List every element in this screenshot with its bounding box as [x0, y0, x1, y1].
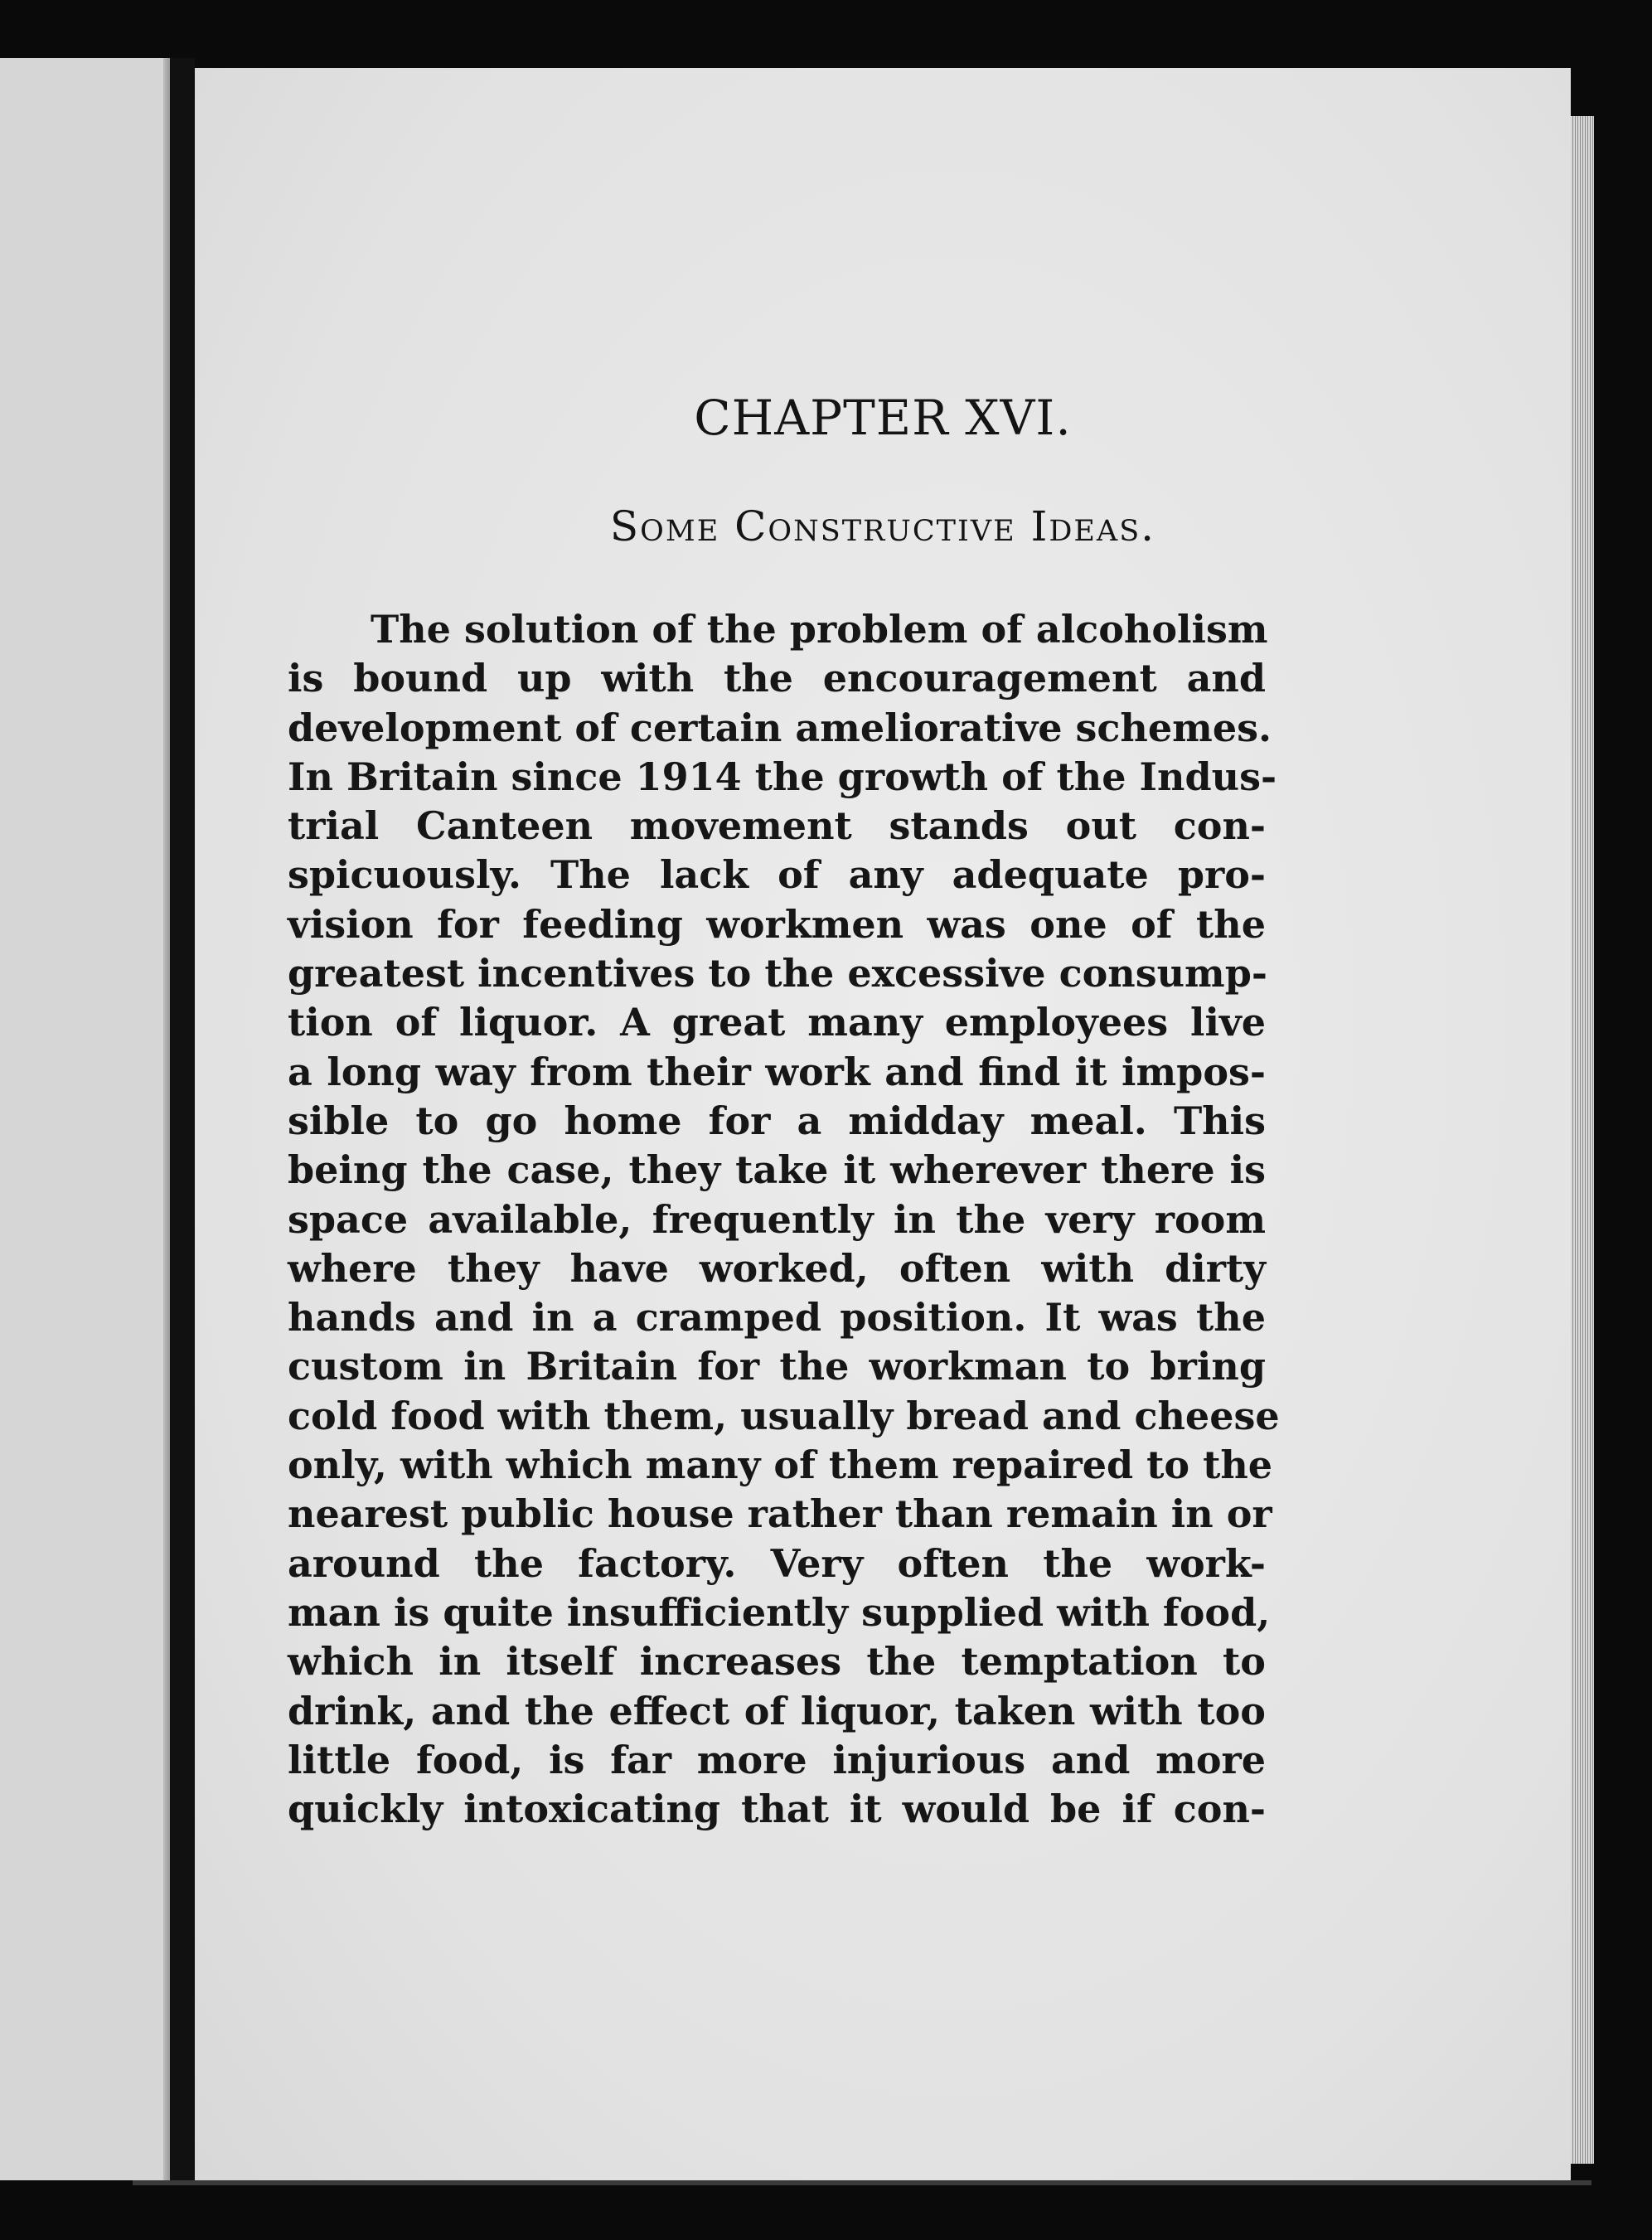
text-line: vision for feeding workmen was one of the	[288, 901, 1266, 947]
text-line: being the case, they take it wherever there is	[288, 1147, 1266, 1193]
text-line: custom in Britain for the workman to bring	[288, 1344, 1266, 1389]
text-line: development of certain ameliorative schemes.	[288, 705, 1272, 750]
text-line: quickly intoxicating that it would be if con-	[288, 1787, 1266, 1832]
text-line: which in itself increases the temptation to	[288, 1639, 1266, 1685]
text-line: trial Canteen movement stands out con-	[288, 803, 1266, 849]
text-line: space available, frequently in the very room	[288, 1196, 1266, 1242]
page-edges	[1571, 116, 1594, 2164]
left-page-edge	[0, 58, 170, 2180]
text-line: is bound up with the encouragement and	[288, 656, 1266, 701]
text-line: little food, is far more injurious and more	[288, 1737, 1266, 1782]
text-line: greatest incentives to the excessive consump-	[288, 951, 1267, 996]
page-bottom-shadow	[133, 2180, 1591, 2185]
text-line: only, with which many of them repaired to the	[288, 1442, 1273, 1488]
text-line: a long way from their work and find it impos-	[288, 1049, 1266, 1094]
text-line: nearest public house rather than remain in or	[288, 1491, 1272, 1537]
text-line: tion of liquor. A great many employees live	[288, 1000, 1266, 1045]
text-line: In Britain since 1914 the growth of the Indus-	[288, 754, 1277, 799]
text-line: spicuously. The lack of any adequate pro-	[288, 852, 1266, 898]
chapter-subtitle: Some Constructive Ideas.	[609, 502, 1156, 550]
text-line: cold food with them, usually bread and cheese	[288, 1393, 1280, 1438]
text-line: The solution of the problem of alcoholism	[371, 607, 1268, 652]
text-line: man is quite insufficiently supplied with food,	[288, 1589, 1271, 1635]
book-gutter	[170, 58, 195, 2180]
chapter-title: CHAPTER XVI.	[694, 390, 1072, 446]
text-line: where they have worked, often with dirty	[288, 1245, 1266, 1291]
text-line: around the factory. Very often the work-	[288, 1540, 1266, 1586]
text-line: drink, and the effect of liquor, taken with too	[288, 1688, 1266, 1733]
body-paragraph	[288, 605, 1280, 1834]
text-line: hands and in a cramped position. It was the	[288, 1295, 1266, 1341]
text-line: sible to go home for a midday meal. This	[288, 1098, 1266, 1143]
